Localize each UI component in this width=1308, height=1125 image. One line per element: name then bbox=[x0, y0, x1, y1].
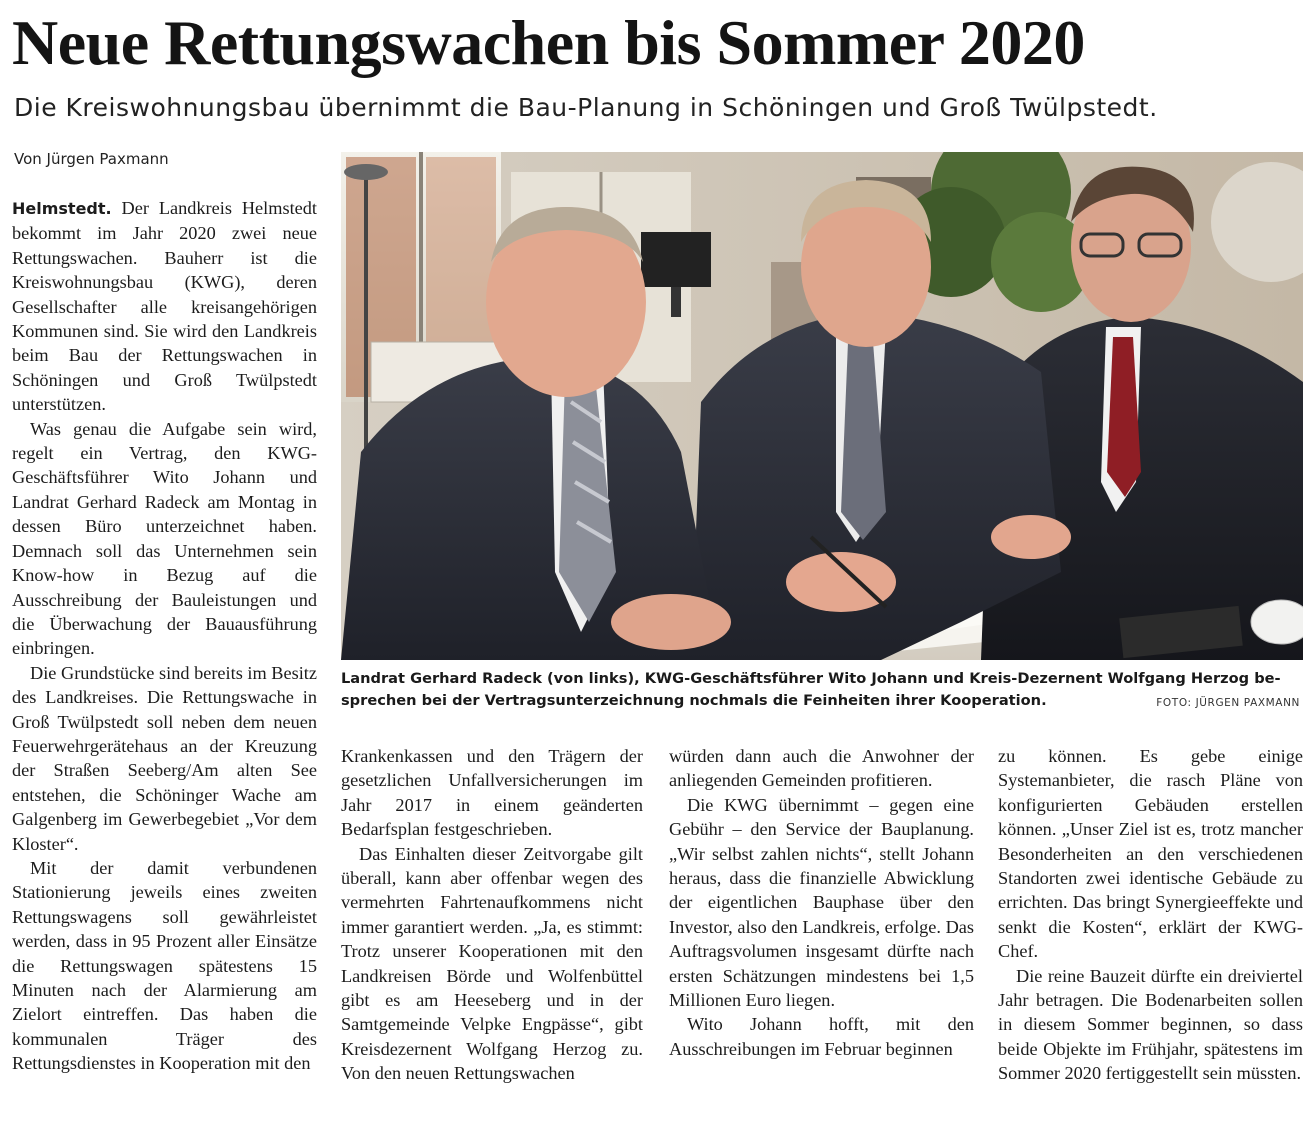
photo-illustration bbox=[341, 152, 1303, 660]
paragraph: Das Einhalten dieser Zeitvorgabe gilt überall, kann aber offenbar wegen des vermehrten Fahrtenaufkommens nicht immer garantiert werden. „Ja, es stimmt: Trotz unserer Kooperationen mit den Landkreisen Börde und Wolfenbüttel gibt es am Heeseberg und in der Samtgemeinde Velpke Engpässe“, gibt Kreisdezernent Wolfgang Herzog zu. Von den neuen Rettungswachen bbox=[341, 843, 643, 1084]
paragraph-text: Der Landkreis Helmstedt bekommt im Jahr 2020 zwei neue Rettungswachen. Bauherr ist die Kreiswohnungsbau (KWG), deren Gesellschafter alle kreisangehörigen Kommunen sind. Sie wird den Landkreis beim Bau der Rettungswachen in Schöningen und Groß Twülpstedt unterstützen. bbox=[12, 198, 317, 415]
paragraph: Die Grundstücke sind bereits im Besitz des Landkreises. Die Rettungswache in Groß Twülpstedt soll neben dem neuen Feuerwehrgerätehaus an der Kreuzung der Straßen Seeberg/Am alten See entstehen, die Schöninger Wache am Galgenberg im Gewerbegebiet „Vor dem Kloster“. bbox=[12, 662, 317, 854]
article-column-3 bbox=[669, 744, 974, 1116]
paragraph: zu können. Es gebe einige Systemanbieter, die rasch Pläne von konfigurierten Gebäuden erstellen können. „Unser Ziel ist es, trotz mancher Besonderheiten an den verschiedenen Standorten zwei identische Gebäude zu errichten. Das bringt Synergieeffekte und senkt die Kosten“, erklärt der KWG-Chef. bbox=[998, 746, 1303, 962]
paragraph: Was genau die Aufgabe sein wird, regelt ein Vertrag, den KWG-Geschäftsführer Wito Johann und Landrat Gerhard Radeck am Montag in dessen Büro unterzeichnet haben. Demnach soll das Unternehmen sein Know-how in Bezug auf die Ausschreibung der Bauleistungen und die Überwachung der Bauausführung einbringen. bbox=[12, 418, 317, 659]
paragraph: Mit der damit verbundenen Stationierung jeweils eines zweiten Rettungswagens soll gewährleistet werden, dass in 95 Prozent aller Einsätze die Rettungswagen spätestens 15 Minuten nach der Alarmierung am Zielort eintreffen. Das haben die kommunalen Träger des Rettungsdienstes in Kooperation mit den bbox=[12, 857, 317, 1074]
paragraph: würden dann auch die Anwohner der anliegenden Gemeinden profitieren. bbox=[669, 746, 974, 791]
article-column-2 bbox=[341, 744, 643, 1116]
dateline: Helmstedt. bbox=[12, 199, 112, 218]
photo-credit: FOTO: JÜRGEN PAXMANN bbox=[1156, 697, 1300, 709]
paragraph: Krankenkassen und den Trägern der gesetzlichen Unfallversicherungen im Jahr 2017 in einem geänderten Bedarfsplan festgeschrieben. bbox=[341, 746, 643, 840]
paragraph: Wito Johann hofft, mit den Ausschreibungen im Februar beginnen bbox=[669, 1014, 974, 1059]
headline: Neue Rettungswachen bis Sommer 2020 bbox=[12, 7, 1085, 78]
caption-line-2: sprechen bei der Vertragsunterzeichnung nochmals die Feinheiten ihrer Kooperation. bbox=[341, 692, 1047, 709]
article-photo bbox=[341, 152, 1303, 660]
article-column-4 bbox=[998, 744, 1303, 1116]
paragraph: Die reine Bauzeit dürfte ein dreiviertel Jahr betragen. Die Bodenarbeiten sollen in diesem Sommer beginnen, so dass beide Objekte im Frühjahr, spätestens im Sommer 2020 fertiggestellt sein müssten. bbox=[998, 965, 1303, 1084]
subheadline: Die Kreiswohnungsbau übernimmt die Bau-Planung in Schöningen und Groß Twülpstedt. bbox=[14, 93, 1158, 122]
article-column-1 bbox=[12, 196, 317, 1116]
caption-line-1: Landrat Gerhard Radeck (von links), KWG-Geschäftsführer Wito Johann und Kreis-Dezernent Wolfgang Herzog be- bbox=[341, 670, 1281, 687]
paragraph bbox=[12, 196, 317, 417]
paragraph: Die KWG übernimmt – gegen eine Gebühr – den Service der Bauplanung. „Wir selbst zahlen nichts“, stellt Johann heraus, dass die finanzielle Abwicklung der eigentlichen Bauphase über den Investor, also den Landkreis, erfolge. Das Auftragsvolumen insgesamt dürfte nach ersten Schätzungen mindestens bei 1,5 Millionen Euro liegen. bbox=[669, 794, 974, 1011]
byline: Von Jürgen Paxmann bbox=[14, 150, 169, 168]
